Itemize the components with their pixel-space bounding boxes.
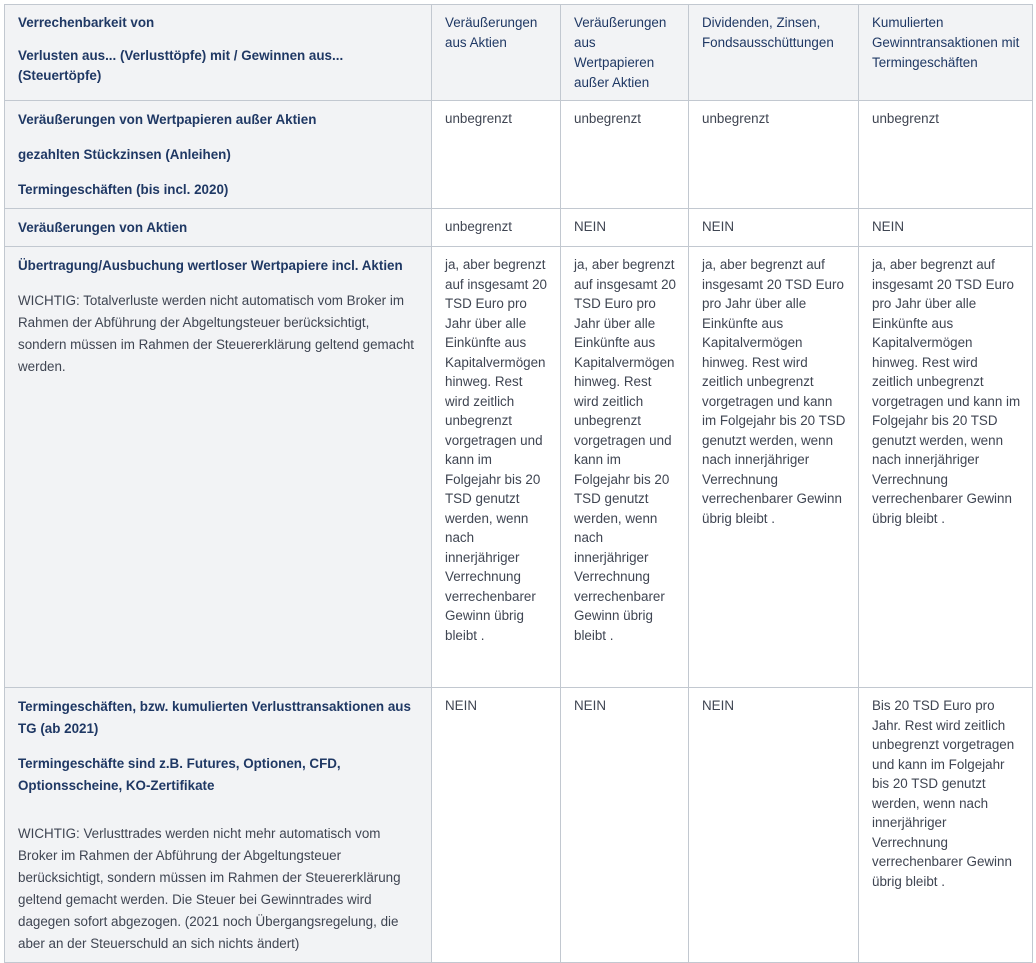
- corner-header-cell: [5, 5, 432, 101]
- row-label-line: Termingeschäften (bis incl. 2020): [18, 182, 229, 197]
- table-row: [5, 209, 1033, 247]
- column-header-termingeschaefte-gewinne: Kumulierten Gewinntransaktionen mit Termingeschäften: [859, 5, 1033, 101]
- cell-value: ja, aber begrenzt auf insgesamt 20 TSD Euro pro Jahr über alle Einkünfte aus Kapitalvermögen hinweg. Rest wird zeitlich unbegrenzt vorgetragen und kann im Folgejahr bis 20 TSD genutzt werden, wenn nach innerjähriger Verrechnung verrechenbarer Gewinn übrig bleibt .: [561, 247, 689, 688]
- cell-value: ja, aber begrenzt auf insgesamt 20 TSD Euro pro Jahr über alle Einkünfte aus Kapitalvermögen hinweg. Rest wird zeitlich unbegrenzt vorgetragen und kann im Folgejahr bis 20 TSD genutzt werden, wenn nach innerjähriger Verrechnung verrechenbarer Gewinn übrig bleibt .: [432, 247, 561, 688]
- row-header-wertlose-wertpapiere: [5, 247, 432, 688]
- cell-value: NEIN: [432, 688, 561, 963]
- cell-value: ja, aber begrenzt auf insgesamt 20 TSD Euro pro Jahr über alle Einkünfte aus Kapitalvermögen hinweg. Rest wird zeitlich unbegrenzt vorgetragen und kann im Folgejahr bis 20 TSD genutzt werden, wenn nach innerjähriger Verrechnung verrechenbarer Gewinn übrig bleibt .: [689, 247, 859, 688]
- row-header-wertpapiere-stueckzinsen-tg: [5, 101, 432, 209]
- column-header-veraeusserungen-aktien: Veräußerungen aus Aktien: [432, 5, 561, 101]
- table-row: [5, 101, 1033, 209]
- row-note: WICHTIG: Verlusttrades werden nicht mehr automatisch vom Broker im Rahmen der Abführung der Abgeltungsteuer berücksichtigt, sondern müssen im Rahmen der Steuererklärung geltend gemacht werden. Die Steuer bei Gewinntrades wird dagegen sofort abgezogen. (2021 noch Übergangsregelung, die aber an der Steuerschuld an sich nichts ändert): [18, 826, 401, 951]
- cell-value: unbegrenzt: [432, 209, 561, 247]
- corner-title-line2: Verlusten aus... (Verlusttöpfe) mit / Gewinnen aus... (Steuertöpfe): [18, 48, 344, 83]
- corner-title-line1: Verrechenbarkeit von: [18, 15, 155, 30]
- cell-value: NEIN: [689, 209, 859, 247]
- cell-value: unbegrenzt: [432, 101, 561, 209]
- cell-value: NEIN: [561, 209, 689, 247]
- row-label-line: gezahlten Stückzinsen (Anleihen): [18, 147, 231, 162]
- cell-value: unbegrenzt: [859, 101, 1033, 209]
- column-header-dividenden-zinsen: Dividenden, Zinsen, Fondsausschüttungen: [689, 5, 859, 101]
- table-row: [5, 247, 1033, 688]
- table-row: [5, 688, 1033, 963]
- row-label-line: Veräußerungen von Wertpapieren außer Aktien: [18, 112, 317, 127]
- row-label-line: Termingeschäfte sind z.B. Futures, Optionen, CFD, Optionsscheine, KO-Zertifikate: [18, 756, 341, 793]
- row-header-termingeschaefte-verluste: [5, 688, 432, 963]
- cell-value: NEIN: [689, 688, 859, 963]
- cell-value: NEIN: [859, 209, 1033, 247]
- row-label-line: Termingeschäften, bzw. kumulierten Verlusttransaktionen aus TG (ab 2021): [18, 699, 411, 736]
- cell-value: NEIN: [561, 688, 689, 963]
- row-note: WICHTIG: Totalverluste werden nicht automatisch vom Broker im Rahmen der Abführung der Abgeltungsteuer berücksichtigt, sondern müssen im Rahmen der Steuererklärung geltend gemacht werden.: [18, 293, 414, 374]
- row-header-veraeusserungen-aktien: [5, 209, 432, 247]
- cell-value: Bis 20 TSD Euro pro Jahr. Rest wird zeitlich unbegrenzt vorgetragen und kann im Folgejahr bis 20 TSD genutzt werden, wenn nach innerjähriger Verrechnung verrechenbarer Gewinn übrig bleibt .: [859, 688, 1033, 963]
- verlustverrechnung-table: [4, 4, 1033, 963]
- header-row: [5, 5, 1033, 101]
- row-label-line: Übertragung/Ausbuchung wertloser Wertpapiere incl. Aktien: [18, 258, 403, 273]
- row-label-line: Veräußerungen von Aktien: [18, 220, 188, 235]
- cell-value: unbegrenzt: [689, 101, 859, 209]
- column-header-wertpapiere-ausser-aktien: Veräußerungen aus Wertpapieren außer Aktien: [561, 5, 689, 101]
- cell-value: ja, aber begrenzt auf insgesamt 20 TSD Euro pro Jahr über alle Einkünfte aus Kapitalvermögen hinweg. Rest wird zeitlich unbegrenzt vorgetragen und kann im Folgejahr bis 20 TSD genutzt werden, wenn nach innerjähriger Verrechnung verrechenbarer Gewinn übrig bleibt .: [859, 247, 1033, 688]
- cell-value: unbegrenzt: [561, 101, 689, 209]
